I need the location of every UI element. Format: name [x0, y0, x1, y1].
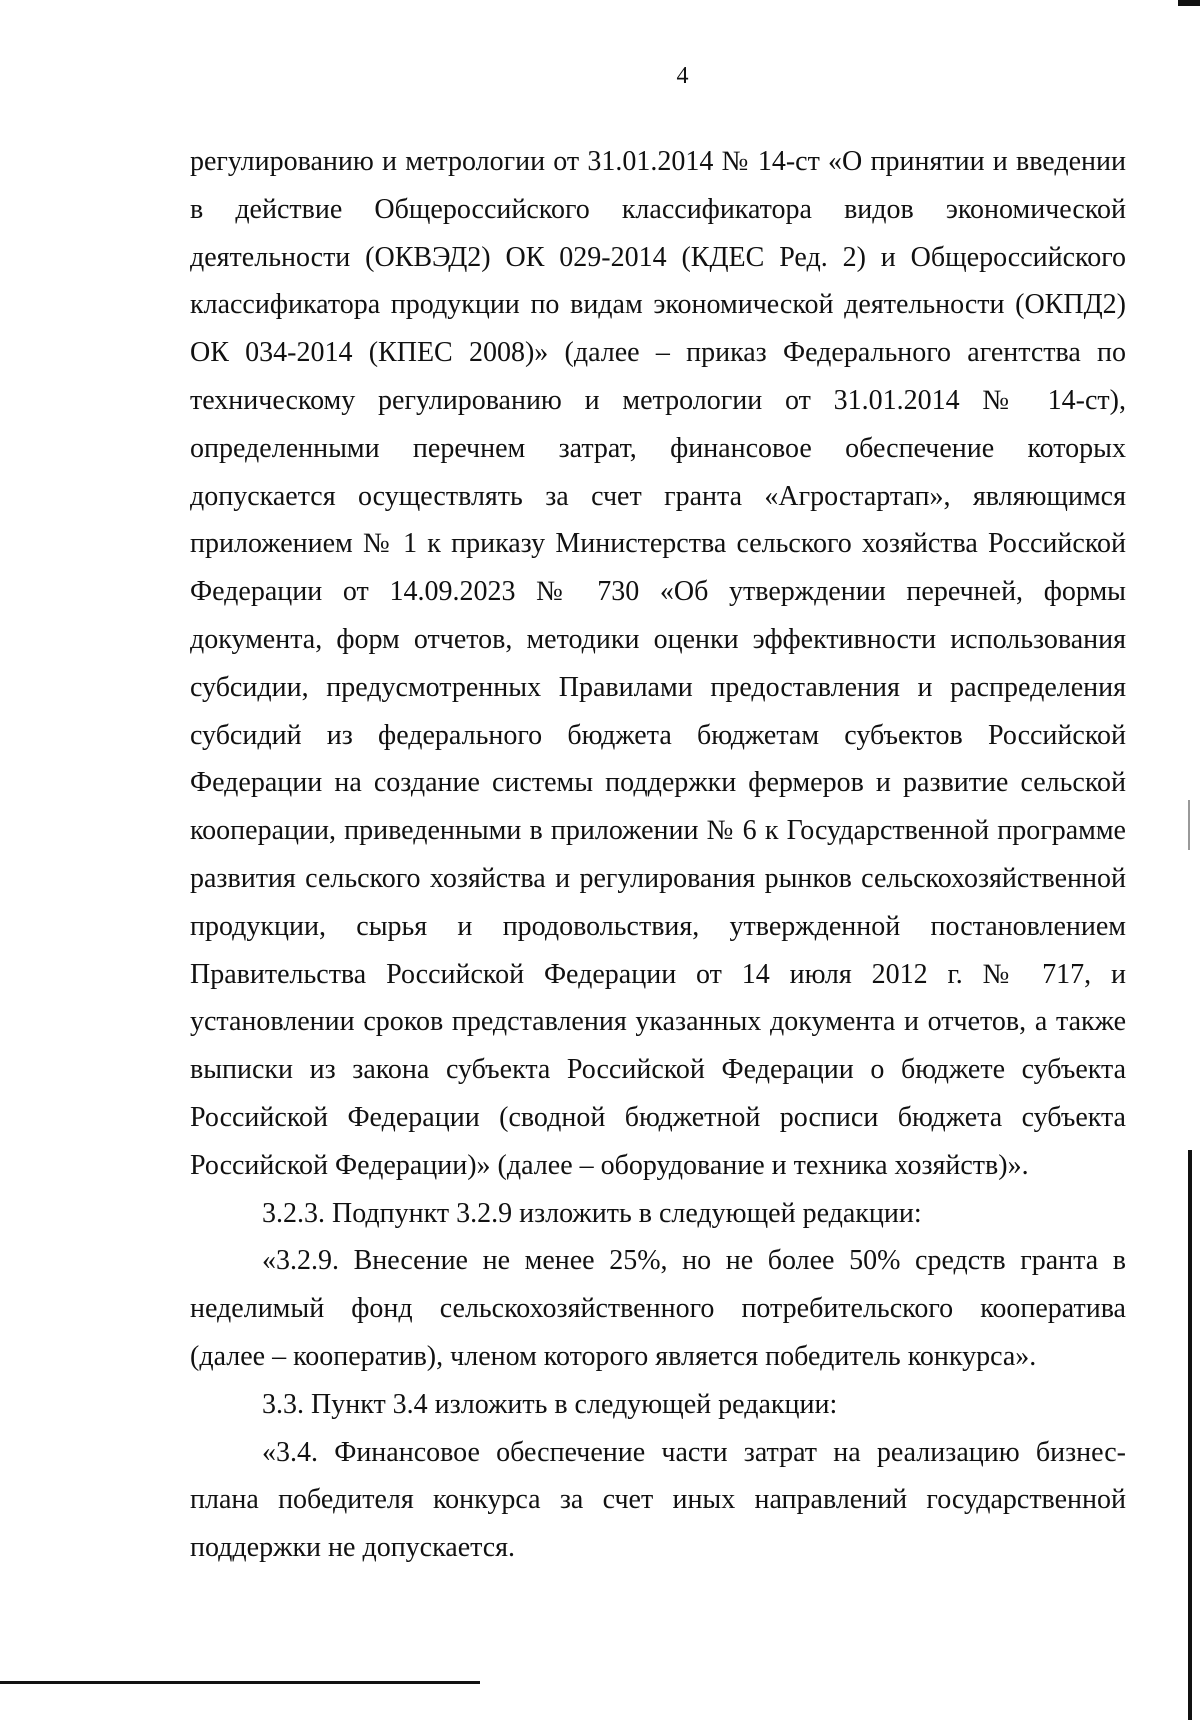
- body-line: деятельности (ОКВЭД2) ОК 029-2014 (КДЕС Ред. 2) и Общероссийского: [190, 241, 1126, 273]
- body-line: плана победителя конкурса за счет иных направлений государственной: [190, 1484, 1126, 1516]
- body-line: техническому регулированию и метрологии от 31.01.2014 № 14-ст),: [190, 384, 1126, 416]
- body-line: Федерации на создание системы поддержки фермеров и развитие сельской: [190, 767, 1126, 799]
- body-line: Федерации от 14.09.2023 № 730 «Об утверждении перечней, формы: [190, 576, 1126, 608]
- body-line: Российской Федерации (сводной бюджетной росписи бюджета субъекта: [190, 1101, 1126, 1133]
- body-line: субсидии, предусмотренных Правилами предоставления и распределения: [190, 671, 1126, 703]
- body-line: продукции, сырья и продовольствия, утвержденной постановлением: [190, 910, 1126, 942]
- body-line: регулированию и метрологии от 31.01.2014 № 14-ст «О принятии и введении: [190, 146, 1126, 177]
- body-line: допускается осуществлять за счет гранта «Агростартап», являющимся: [190, 480, 1126, 512]
- body-line: неделимый фонд сельскохозяйственного потребительского кооператива: [190, 1293, 1126, 1325]
- paragraph-end-line: Российской Федерации)» (далее – оборудование и техника хозяйств)».: [190, 1149, 1029, 1181]
- body-line: «3.2.9. Внесение не менее 25%, но не более 50% средств гранта в: [262, 1245, 1126, 1277]
- body-line: «3.4. Финансовое обеспечение части затрат на реализацию бизнес-: [262, 1436, 1126, 1468]
- body-line: установлении сроков представления указанных документа и отчетов, а также: [190, 1006, 1126, 1038]
- body-line: в действие Общероссийского классификатора видов экономической: [190, 193, 1126, 225]
- scan-edge-mark: [1188, 800, 1190, 850]
- subclause-heading-3-2-3: 3.2.3. Подпункт 3.2.9 изложить в следующей редакции:: [262, 1197, 922, 1229]
- scan-edge-mark: [1188, 1150, 1192, 1720]
- body-line: классификатора продукции по видам экономической деятельности (ОКПД2): [190, 289, 1126, 321]
- body-line: ОК 034-2014 (КПЕС 2008)» (далее – приказ Федерального агентства по: [190, 337, 1126, 369]
- paragraph-end-line: поддержки не допускается.: [190, 1532, 516, 1564]
- body-line: Правительства Российской Федерации от 14 июля 2012 г. № 717, и: [190, 958, 1126, 990]
- scan-edge-mark: [1178, 0, 1200, 6]
- body-line: субсидий из федерального бюджета бюджетам субъектов Российской: [190, 719, 1126, 751]
- body-line: выписки из закона субъекта Российской Федерации о бюджете субъекта: [190, 1054, 1126, 1086]
- page-number: 4: [676, 63, 689, 89]
- body-line: определенными перечнем затрат, финансовое обеспечение которых: [190, 432, 1126, 464]
- body-line: документа, форм отчетов, методики оценки эффективности использования: [190, 623, 1126, 655]
- scan-edge-mark: [0, 1681, 480, 1684]
- body-line: развития сельского хозяйства и регулирования рынков сельскохозяйственной: [190, 862, 1126, 894]
- paragraph-end-line: (далее – кооператив), членом которого является победитель конкурса».: [190, 1340, 1037, 1372]
- body-line: кооперации, приведенными в приложении № 6 к Государственной программе: [190, 815, 1126, 847]
- clause-heading-3-3: 3.3. Пункт 3.4 изложить в следующей редакции:: [262, 1388, 838, 1420]
- document-body: [190, 138, 1126, 1572]
- body-line: приложением № 1 к приказу Министерства сельского хозяйства Российской: [190, 528, 1126, 560]
